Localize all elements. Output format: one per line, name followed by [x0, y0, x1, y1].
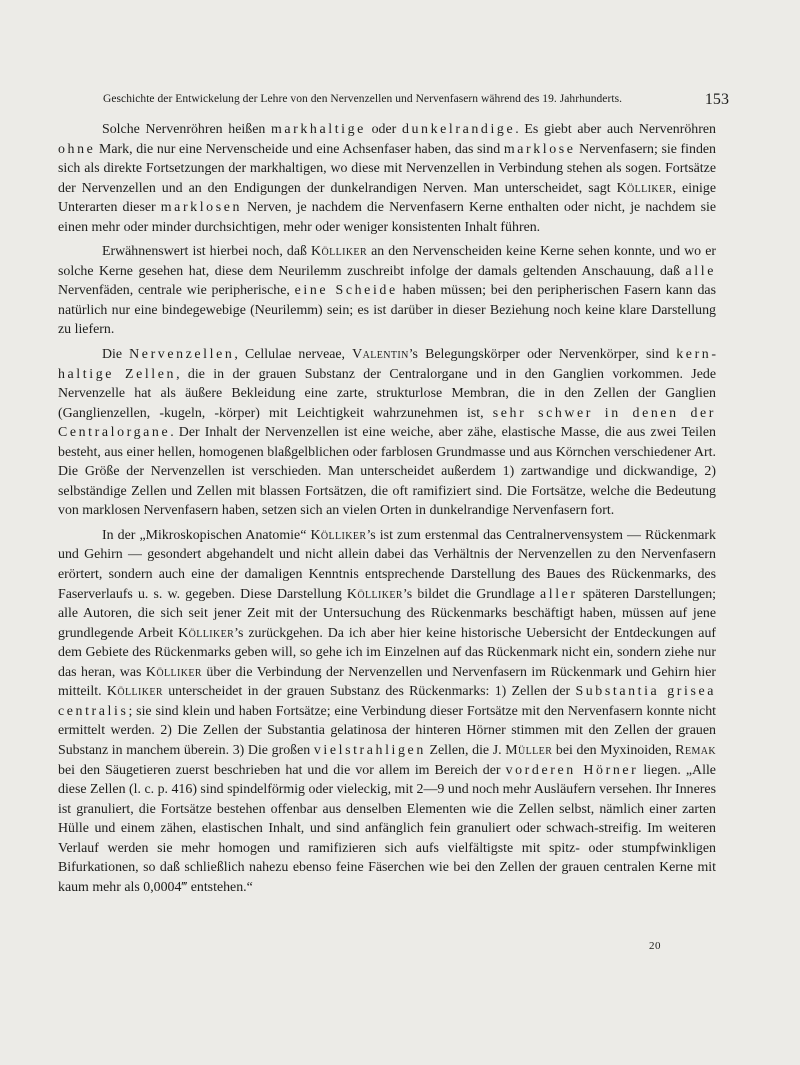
text-run: haben müssen; bei den peripherischen Fasern kann das natürlich nur eine bindegewebige (Neurilemm) sein; es ist darüber in dieser Beziehung noch keine klare Darstellung zu liefern. — [58, 283, 716, 338]
text-run: oder — [365, 122, 402, 137]
printer-signature-mark: 20 — [649, 940, 661, 952]
spaced-emphasis: sehr schwer in denen der Centralorgane — [58, 405, 716, 441]
spaced-emphasis: ohne — [58, 141, 96, 157]
body-text — [58, 120, 716, 902]
author-name: Kölliker — [616, 180, 673, 196]
text-run: Mark, die nur eine Nervenscheide und eine Achsenfaser haben, das sind — [95, 141, 504, 157]
author-name: Kölliker — [310, 527, 367, 543]
author-name: Remak — [675, 742, 717, 758]
text-run: an den Nervenscheiden keine Kerne sehen konnte, und wo er solche Kerne gesehen hat, diese dem Neurilemm zuschreibt infolge der damals geltenden Anschauung, daß — [58, 244, 716, 279]
author-name: Kölliker — [346, 586, 403, 602]
text-run: liegen. „Alle diese Zellen (l. c. p. 416) sind spindelförmig oder vieleckig, mit 2—9 und noch mehr Ausläufern versehen. Ihr Inneres ist granuliert, die Fortsätze bestehen offenbar aus denselben Elementen wie die Zellen selbst, nämlich einer zarten Hülle und einem zähen, elastischen Inhalt, und sind anfänglich fein granuliert oder schwach-streifig. Im weiteren Verlauf werden sie mehr homogen und ramifizieren sich aufs vielfältigste mit spitz- oder stumpfwinkligen Bifurkationen, so daß schließlich nahezu ebenso feine Fäserchen wie bei den Zellen der grauen centralen Kerne mit kaum mehr als 0,0004‴ entstehen.“ — [58, 762, 716, 895]
text-run: ; sie sind klein und haben Fortsätze; eine Verbindung dieser Fortsätze mit den Nervenfasern konnte nicht ermittelt werden. 2) Die Zellen der Substantia gelatinosa der hinteren Hörner stimmen mit den Zellen der grauen Substanz in manchem überein. 3) Die großen — [58, 703, 716, 758]
text-run: , Cellulae nerveae, — [234, 347, 353, 363]
author-name: Kölliker — [145, 664, 202, 680]
text-run: , die in der grauen Substanz der Centralorgane und in den Ganglien vorkommen. Jede Nervenzelle hat als äußere Bekleidung eine zarte, strukturlose Membran, die in den Zellen der Ganglien (Ganglienzellen, -kugeln, -körper) mit Leichtigkeit wahrzunehmen ist, — [58, 366, 716, 421]
text-run: Erwähnenswert ist hierbei noch, daß — [102, 244, 312, 260]
paragraph — [58, 345, 716, 521]
author-name: Kölliker — [178, 625, 235, 641]
text-run: späteren Darstellungen; alle Autoren, die sich seit jener Zeit mit der Untersuchung des Rückenmarks beschäftigt haben, müssen auf jene grundlegende Arbeit — [58, 586, 717, 641]
spaced-emphasis: markhaltige — [270, 122, 366, 137]
spaced-emphasis: alle — [685, 263, 716, 279]
text-run: In der „Mikroskopischen Anatomie“ — [102, 527, 311, 543]
text-run: Zellen, die J. — [425, 742, 506, 758]
author-name: Valentin — [352, 347, 409, 363]
spaced-emphasis: Substantia grisea centralis — [58, 684, 716, 719]
spaced-emphasis: marklosen — [160, 200, 243, 216]
author-name: Kölliker — [106, 684, 163, 700]
paragraph — [58, 526, 716, 897]
paragraph — [58, 242, 716, 340]
spaced-emphasis: kernhaltige Zellen — [58, 347, 716, 382]
spaced-emphasis: aller — [539, 586, 578, 602]
text-run: bei den Säugetieren zuerst beschrieben hat und die vor allem im Bereich der — [58, 762, 506, 778]
spaced-emphasis: dunkelrandige — [401, 122, 516, 137]
text-run: ’s ist zum erstenmal das Centralnervensystem — Rückenmark und Gehirn — gesondert abgehandelt und nicht allein dabei das Verhältnis der Nervenzellen zu den Nervenfasern erörtert, sondern auch eine der damaligen Kenntnis entsprechende Darstellung des Baues des Rückenmarks, des Faserverlaufs u. s. w. gegeben. Diese Darstellung — [58, 527, 716, 602]
text-run: ’s Belegungskörper oder Nervenkörper, sind — [408, 347, 677, 363]
running-title: Geschichte der Entwickelung der Lehre von den Nervenzellen und Nervenfasern während des 19. Jahrhunderts. — [103, 93, 623, 105]
paragraph — [58, 120, 716, 237]
author-name: Müller — [505, 742, 553, 758]
text-run: ’s bildet die Grundlage — [402, 586, 540, 602]
text-run: bei den Myxinoiden, — [552, 742, 676, 758]
text-run: Nerven, je nachdem die Nervenfasern Kerne enthalten oder nicht, je nachdem sie einen mehr oder minder durchsichtigen, mehr oder weniger konsistenten Inhalt führen. — [58, 200, 716, 235]
text-run: über die Verbindung der Nervenzellen und Nervenfasern im Rückenmark und Gehirn hier mitteilt. — [58, 664, 717, 700]
text-run: Nervenfäden, centrale wie peripherische, — [58, 283, 295, 299]
spaced-emphasis: eine Scheide — [294, 283, 398, 299]
author-name: Kölliker — [311, 244, 368, 260]
text-run: Die — [102, 347, 130, 363]
page-number: 153 — [704, 91, 729, 108]
running-header — [103, 91, 729, 108]
text-run: . Der Inhalt der Nervenzellen ist eine weiche, aber zähe, elastische Masse, die aus zwei Teilen besteht, aus einer hellen, homogenen blaßgelblichen oder farblosen Grundmasse und aus Körnchen verschiedener Art. Die Größe der Nervenzellen ist verschieden. Man unterscheidet außerdem 1) zartwandige und dickwandige, 2) selbständige Zellen und Zellen mit blassen Fortsätzen, die oft ramifiziert sind. Die Fortsätze, welche die Bedeutung von marklosen Nervenfasern haben, setzen sich an vielen Orten in dunkelrandige Nervenfasern fort. — [58, 425, 716, 519]
text-run: . Es giebt aber auch Nervenröhren — [515, 122, 716, 137]
text-run: Nervenfasern; sie finden sich als direkte Fortsetzungen der markhaltigen, wo diese mit Nervenzellen in Verbindung stehen als sogen. Fortsätze der Nervenzellen und an den Endigungen der dunkelrandigen Nerven. Man unterscheidet, sagt — [58, 141, 716, 196]
spaced-emphasis: vorderen Hörner — [505, 762, 639, 778]
text-run: , einige Unterarten dieser — [58, 180, 716, 216]
text-run: ’s zurückgehen. Da ich aber hier keine historische Uebersicht der Entdeckungen auf dem Gebiete des Rückenmarks geben will, so gehe ich im Einzelnen auf das Rückenmark nicht ein, sondern ziehe nur das heran, was — [58, 625, 717, 680]
spaced-emphasis: vielstrahligen — [313, 742, 426, 758]
text-run: Solche Nervenröhren heißen — [102, 122, 271, 137]
spaced-emphasis: Nervenzellen — [129, 347, 235, 363]
spaced-emphasis: marklose — [503, 141, 576, 157]
text-run: unterscheidet in der grauen Substanz des Rückenmarks: 1) Zellen der — [162, 684, 576, 700]
